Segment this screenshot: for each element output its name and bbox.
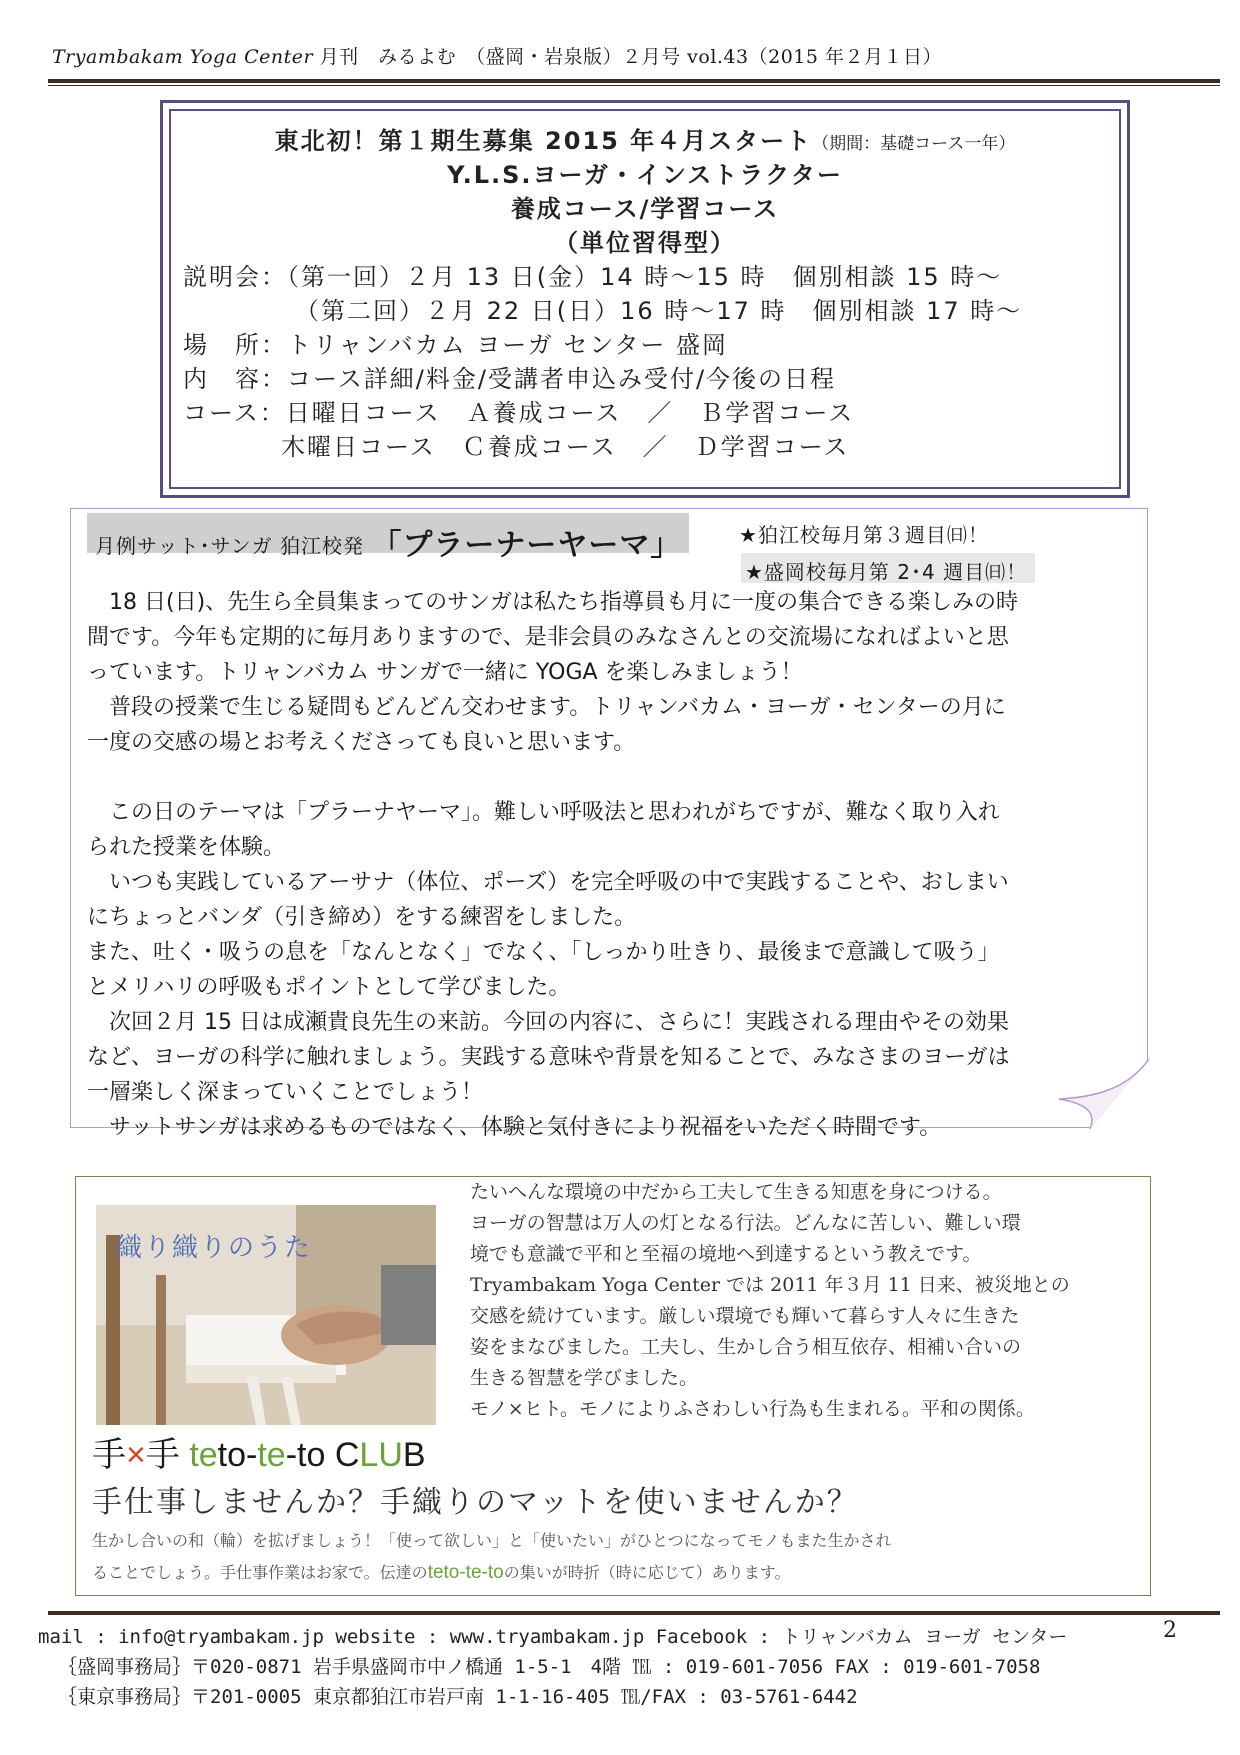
footer-tokyo-office: ｛東京事務局｝〒201-0005 東京都狛江市岩戸南 1-1-16-405 ℡/FAX : 03-5761-6442 — [58, 1686, 858, 1708]
sangha-paragraph-line: 一度の交感の場とお考えくださっても良いと思います。 — [87, 730, 636, 755]
notice-course-type: 養成コース/学習コース — [510, 195, 780, 223]
sangha-paragraph-line: 次回２月 15 日は成瀬貴良先生の来訪。今回の内容に、さらに！実践される理由やその効果 — [87, 1010, 1009, 1035]
sangha-paragraph-line: 18 日(日)、先生ら全員集まってのサンガは私たち指導員も月に一度の集合できる楽しみの時 — [87, 590, 1019, 615]
club-title-part: - — [246, 1436, 258, 1474]
club-description-line: Tryambakam Yoga Center では 2011 年３月 11 日来、被災地との — [470, 1274, 1070, 1296]
club-title-part: to — [297, 1436, 326, 1474]
footer-contact: mail : info@tryambakam.jp website : www.tryambakam.jp Facebook : トリャンバカム ヨーガ センター — [38, 1626, 1068, 1648]
notice-session-2: （第二回）２月 22 日(日）16 時〜17 時 個別相談 17 時〜 — [295, 297, 1023, 325]
sangha-paragraph-line: とメリハリの呼吸もポイントとして学びました。 — [87, 975, 571, 1000]
club-description — [470, 1177, 1140, 1425]
sangha-paragraph-line: また、吐く・吸うの息を「なんとなく」でなく、「しっかり吐きり、最後まで意識して吸う」 — [87, 940, 1000, 965]
sangha-article — [70, 508, 1148, 1140]
sangha-paragraph-line — [87, 760, 1137, 795]
header-rule — [48, 79, 1220, 83]
sangha-tag-title: 「プラーナーヤーマ」 — [371, 528, 682, 563]
sangha-paragraph-line: など、ヨーガの科学に触れましょう。実践する意味や背景を知ることで、みなさまのヨーガは — [87, 1045, 1010, 1070]
sangha-paragraph-line: サットサンガは求めるものではなく、体験と気付きにより祝福をいただく時間です。 — [87, 1115, 942, 1140]
recruitment-notice-box — [160, 100, 1130, 498]
header-brand: Tryambakam Yoga Center — [52, 46, 314, 68]
sangha-tag-prefix: 月例サット･サンガ 狛江校発 — [95, 534, 364, 558]
club-description-line: 境でも意識で平和と至福の境地へ到達するという教えです。 — [470, 1243, 982, 1265]
page-number: 2 — [1163, 1618, 1177, 1643]
club-title-part: B — [402, 1436, 426, 1474]
club-description-line: たいへんな環境の中だから工夫して生きる知恵を身につける。 — [470, 1181, 1002, 1203]
club-title-part: × — [126, 1436, 146, 1474]
sangha-body — [87, 585, 1137, 1145]
teto-club-section — [75, 1176, 1151, 1596]
page-header — [52, 42, 942, 69]
sangha-paragraph-line: 普段の授業で生じる疑問もどんどん交わせます。トリャンバカム・ヨーガ・センターの月に — [87, 695, 1006, 720]
notice-period: （期間：基礎コース一年） — [812, 134, 1016, 154]
notice-course-thursday: 木曜日コース Ｃ養成コース ／ Ｄ学習コース — [281, 433, 850, 461]
notice-headline-main: 東北初！第１期生募集 2015 年４月スタート — [274, 127, 813, 155]
sangha-tag — [87, 513, 689, 563]
notice-credit-type: （単位習得型） — [554, 229, 736, 257]
page-curl-icon — [1059, 1059, 1149, 1129]
sangha-paragraph-line: っています。トリャンバカム サンガで一緒に YOGA を楽しみましょう！ — [87, 660, 803, 685]
club-note-line-2 — [92, 1557, 1142, 1589]
notice-content: 内 容：コース詳細/料金/受講者申込み受付/今後の日程 — [183, 365, 837, 393]
club-title-part: te — [257, 1436, 286, 1474]
club-description-line: 生きる智慧を学びました。 — [470, 1367, 699, 1389]
club-description-line: 交感を続けています。厳しい環境でも輝いて暮らす人々に生きた — [470, 1305, 1020, 1327]
sangha-komae-schedule: ★狛江校毎月第３週目㈰！ — [739, 523, 989, 547]
sangha-paragraph-line: 間です。今年も定期的に毎月ありますので、是非会員のみなさんとの交流場になればよいと思 — [87, 625, 1009, 650]
club-note-part: ることでしょう。手仕事作業はお家で。伝達の — [92, 1563, 428, 1582]
sangha-paragraph-line: 一層楽しく深まっていくことでしょう！ — [87, 1080, 484, 1105]
notice-location: 場 所：トリャンバカム ヨーガ センター 盛岡 — [183, 331, 729, 359]
club-subtitle: 手仕事しませんか？手織りのマットを使いませんか？ — [92, 1485, 859, 1520]
club-title-part: te — [189, 1436, 218, 1474]
notice-session-1: 説明会：（第一回）２月 13 日(金）14 時〜15 時 個別相談 15 時〜 — [183, 263, 1003, 291]
club-note-teto: teto-te-to — [427, 1562, 504, 1583]
header-rule-thin — [48, 85, 1220, 86]
sangha-paragraph-line: いつも実践しているアーサナ（体位、ポーズ）を完全呼吸の中で実践することや、おしまい — [87, 870, 1009, 895]
sangha-paragraph-line: にちょっとバンダ（引き締め）をする練習をしました。 — [87, 905, 637, 930]
club-title-part: - — [285, 1436, 298, 1474]
weaving-photo — [96, 1205, 436, 1425]
club-description-line: モノ×ヒト。モノによりふさわしい行為も生まれる。平和の関係。 — [470, 1398, 1035, 1420]
club-description-line: 姿をまなびました。工夫し、生かし合う相互依存、相補い合いの — [470, 1336, 1022, 1358]
club-title-part: 手 — [145, 1436, 190, 1474]
club-title-part: to — [217, 1436, 247, 1474]
club-title-part: LU — [359, 1436, 403, 1474]
footer-rule — [48, 1611, 1220, 1615]
club-title — [92, 1427, 426, 1476]
club-note-line-1: 生かし合いの和（輪）を拡げましょう！「使って欲しい」と「使いたい」がひとつになってモノもまた生かされ — [92, 1531, 892, 1550]
recruitment-notice-inner — [169, 109, 1121, 489]
footer-morioka-office: ｛盛岡事務局｝〒020-0871 岩手県盛岡市中ノ橋通 1-5-1 4階 ℡ : 019-601-7056 FAX : 019-601-7058 — [58, 1656, 1041, 1678]
club-title-part: 手 — [92, 1436, 126, 1474]
club-note-part: の集いが時折（時に応じて）あります。 — [503, 1563, 791, 1582]
sangha-paragraph-line: この日のテーマは「プラーナヤーマ」。難しい呼吸法と思われがちですが、難なく取り入れ — [87, 800, 1000, 825]
photo-caption: 織り織りのうた — [116, 1233, 313, 1263]
sangha-morioka-schedule: ★盛岡校毎月第 2･4 週目㈰！ — [741, 553, 1035, 583]
notice-headline — [171, 121, 1119, 156]
club-title-part: C — [325, 1436, 360, 1474]
notice-course-title: Y.L.S.ヨーガ・インストラクター — [447, 161, 843, 189]
club-description-line: ヨーガの智慧は万人の灯となる行法。どんなに苦しい、難しい環 — [470, 1212, 1021, 1234]
notice-course-sunday: コース：日曜日コース Ａ養成コース ／ Ｂ学習コース — [183, 399, 855, 427]
club-note — [92, 1525, 1142, 1589]
header-issue: 月刊 みるよむ （盛岡・岩泉版）２月号 vol.43（2015 年２月１日） — [313, 46, 943, 68]
sangha-paragraph-line: られた授業を体験。 — [87, 835, 286, 860]
